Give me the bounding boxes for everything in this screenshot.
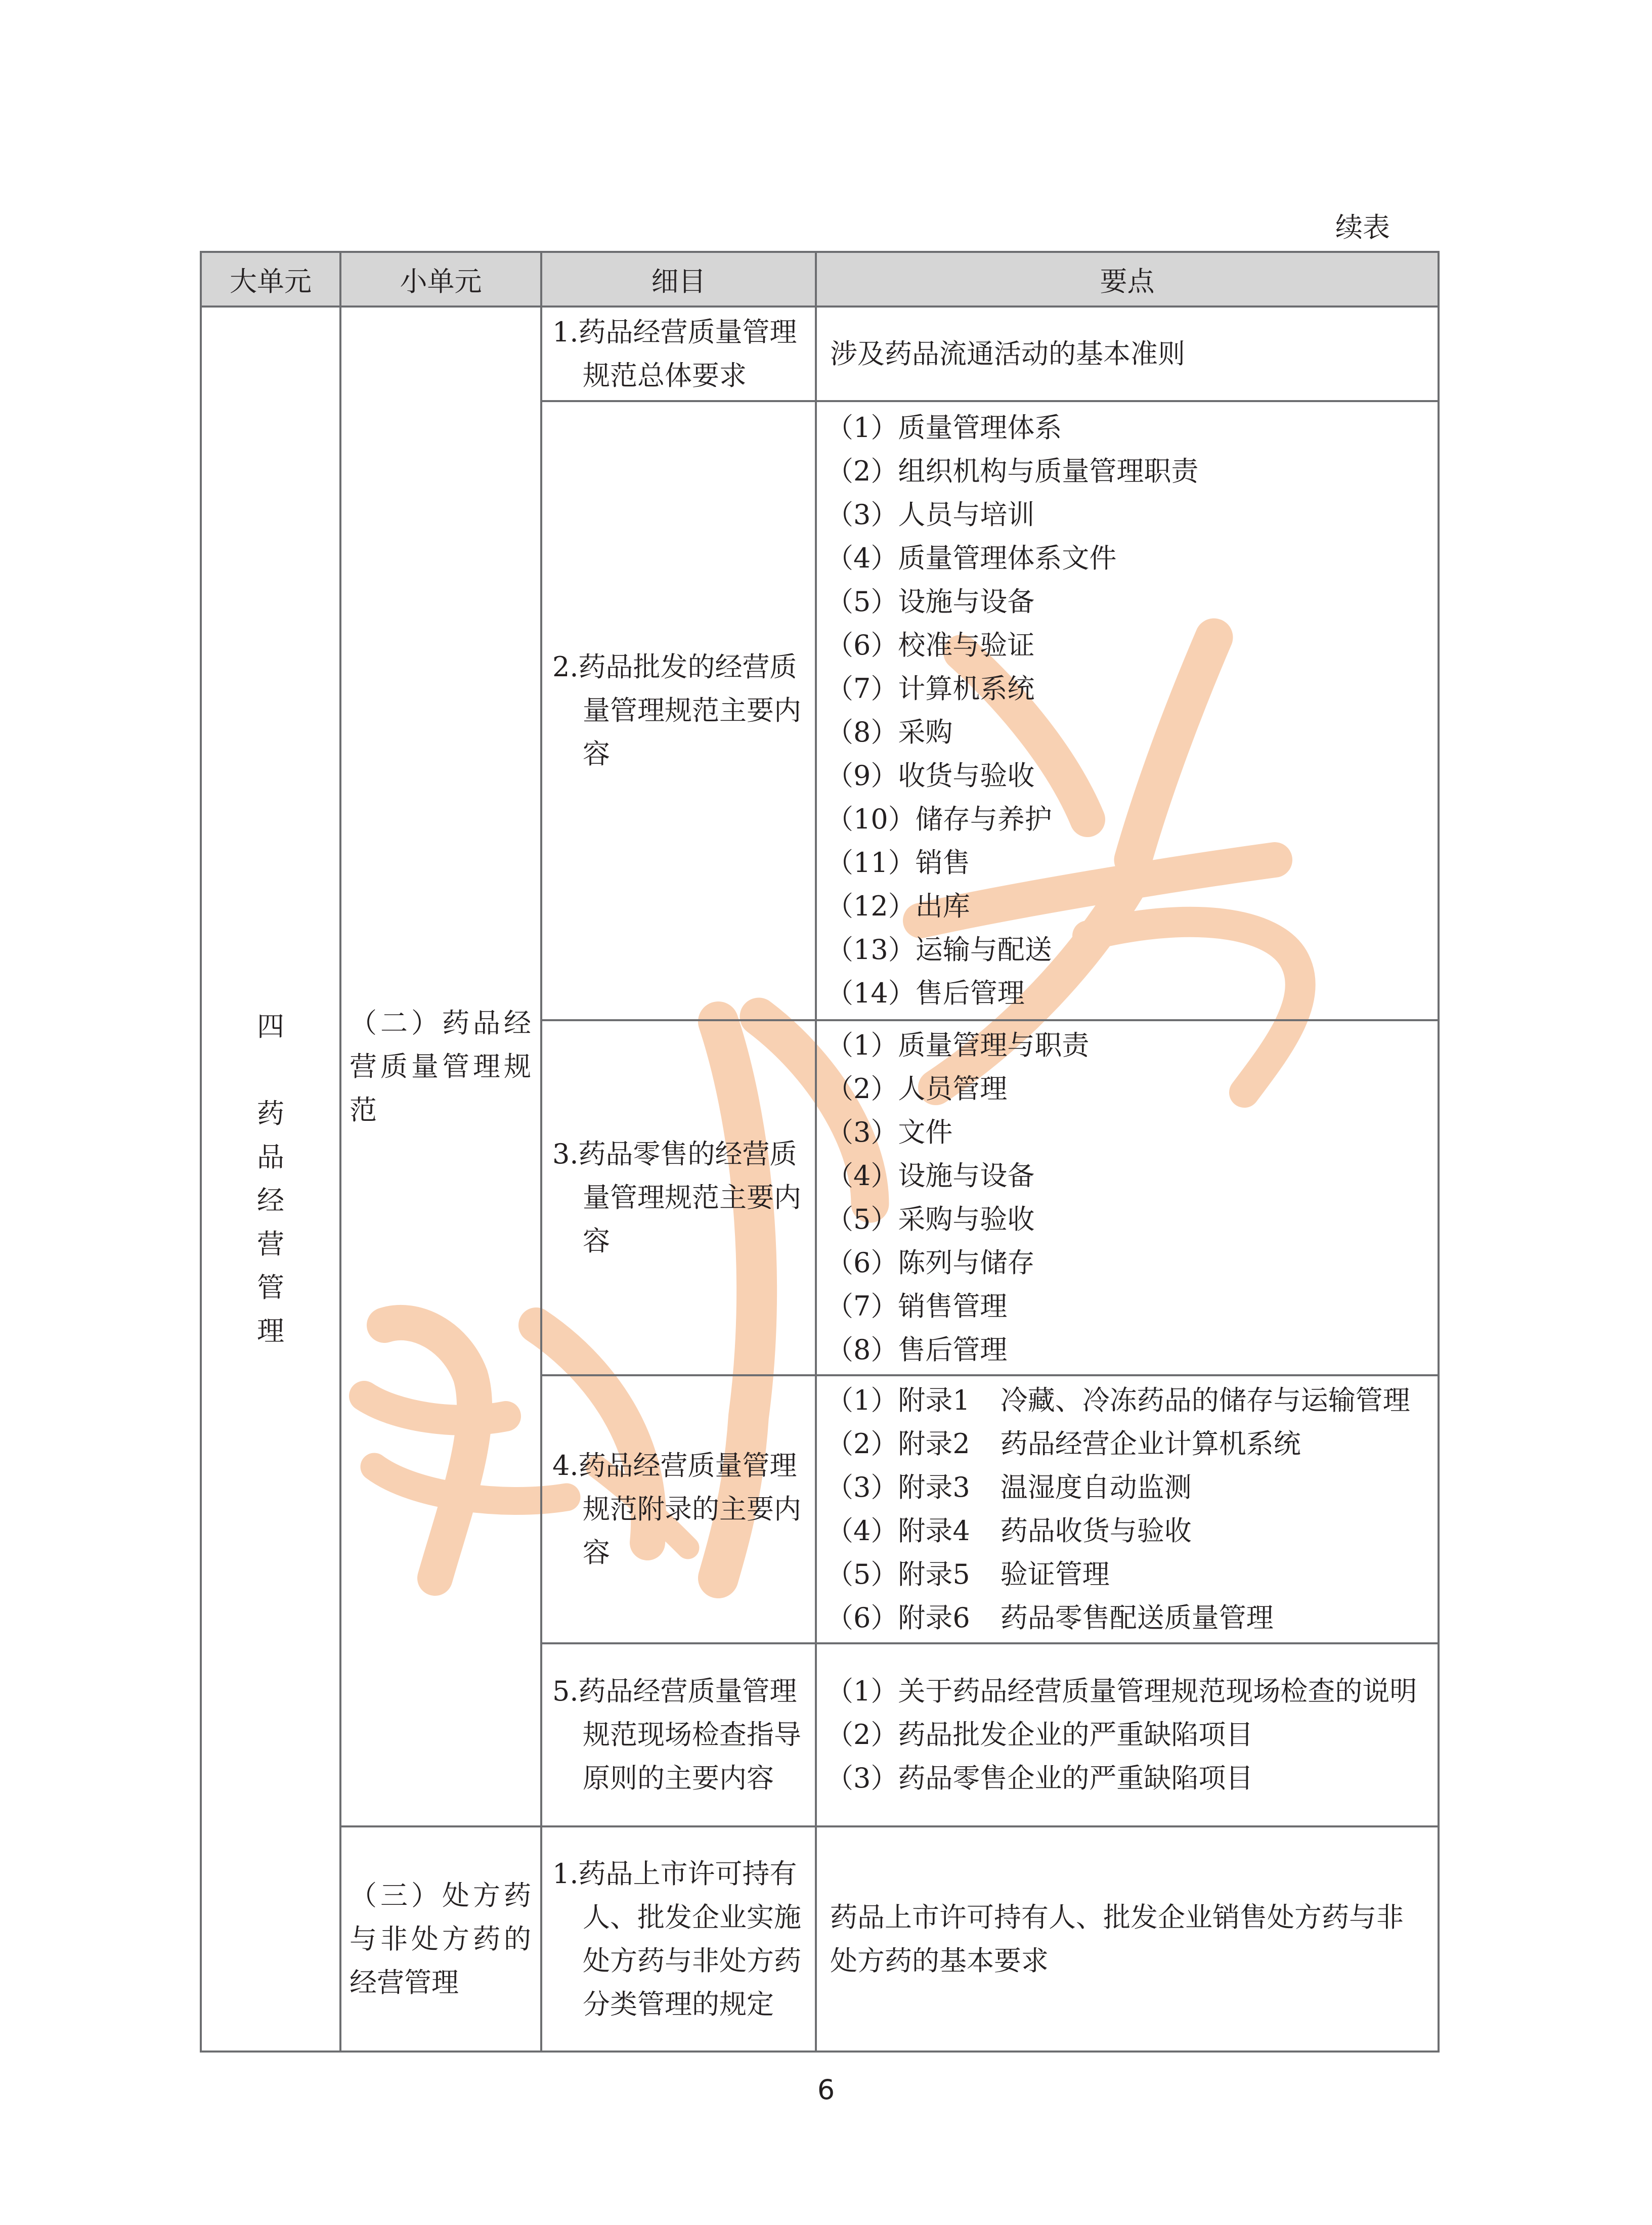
list-item: （1）质量管理体系 xyxy=(826,412,1062,444)
list-item: （2）人员管理 xyxy=(826,1073,1008,1105)
big-unit-cell xyxy=(201,307,340,2052)
big-unit-char: 药 xyxy=(257,1098,284,1129)
big-unit-char: 管 xyxy=(257,1272,284,1303)
table-row xyxy=(201,1826,1439,2052)
appendix-number: （3）附录3 xyxy=(826,1471,970,1503)
header-big-unit: 大单元 xyxy=(201,252,340,307)
points-cell xyxy=(816,1643,1439,1826)
list-item xyxy=(826,1509,1430,1553)
list-item: （5）采购与验收 xyxy=(826,1203,1035,1235)
list-item xyxy=(826,1466,1430,1509)
small-unit-cell xyxy=(340,1826,541,2052)
appendix-text: 药品收货与验收 xyxy=(1000,1515,1192,1547)
detail-label: 2.药品批发的经营质量管理规范主要内容 xyxy=(552,651,801,770)
header-points: 要点 xyxy=(816,252,1439,307)
appendix-number: （4）附录4 xyxy=(826,1515,970,1547)
appendix-number: （1）附录1 xyxy=(826,1384,970,1416)
small-unit-label: （三）处方药与非处方药的经营管理 xyxy=(350,1879,531,1998)
point-text: 药品上市许可持有人、批发企业销售处方药与非处方药的基本要求 xyxy=(830,1901,1404,1977)
small-unit-label: （二）药品经营质量管理规范 xyxy=(350,1007,531,1126)
list-item: （12）出库 xyxy=(826,890,970,922)
page-number: 6 xyxy=(817,2074,835,2106)
header-detail: 细目 xyxy=(541,252,816,307)
big-unit-char: 营 xyxy=(257,1228,284,1260)
list-item: （4）质量管理体系文件 xyxy=(826,542,1117,574)
detail-cell xyxy=(541,307,816,401)
detail-cell xyxy=(541,1020,816,1375)
detail-label: 5.药品经营质量管理规范现场检查指导原则的主要内容 xyxy=(552,1675,801,1794)
points-cell xyxy=(816,307,1439,401)
list-item xyxy=(826,1596,1430,1640)
continued-label: 续表 xyxy=(1335,211,1390,243)
detail-cell xyxy=(541,401,816,1020)
detail-label: 4.药品经营质量管理规范附录的主要内容 xyxy=(552,1450,801,1568)
list-item: （13）运输与配送 xyxy=(826,934,1052,966)
syllabus-table xyxy=(200,251,1440,2053)
appendix-text: 冷藏、冷冻药品的储存与运输管理 xyxy=(1000,1384,1410,1416)
list-item: （9）收货与验收 xyxy=(826,760,1035,792)
list-item: （8）售后管理 xyxy=(826,1334,1008,1366)
list-item: （5）设施与设备 xyxy=(826,586,1035,618)
detail-cell xyxy=(541,1826,816,2052)
list-item: （10）储存与养护 xyxy=(826,803,1052,835)
appendix-text: 药品零售配送质量管理 xyxy=(1000,1602,1274,1634)
list-item: （3）人员与培训 xyxy=(826,499,1035,531)
point-text: 涉及药品流通活动的基本准则 xyxy=(830,337,1185,370)
detail-label: 1.药品经营质量管理规范总体要求 xyxy=(552,316,797,391)
list-item: （1）质量管理与职责 xyxy=(826,1029,1090,1061)
list-item: （1）关于药品经营质量管理规范现场检查的说明 xyxy=(826,1675,1417,1707)
detail-label: 1.药品上市许可持有人、批发企业实施处方药与非处方药分类管理的规定 xyxy=(552,1857,801,2020)
list-item: （3）药品零售企业的严重缺陷项目 xyxy=(826,1762,1253,1794)
big-unit-char: 品 xyxy=(257,1141,284,1173)
list-item: （7）销售管理 xyxy=(826,1290,1008,1322)
list-item xyxy=(826,1553,1430,1596)
big-unit-text xyxy=(255,1005,286,1353)
list-item: （2）组织机构与质量管理职责 xyxy=(826,455,1199,487)
points-cell xyxy=(816,1020,1439,1375)
points-cell xyxy=(816,1375,1439,1643)
list-item: （6）陈列与储存 xyxy=(826,1247,1035,1279)
list-item xyxy=(826,1379,1430,1422)
list-item: （6）校准与验证 xyxy=(826,629,1035,661)
list-item: （8）采购 xyxy=(826,716,953,748)
detail-label: 3.药品零售的经营质量管理规范主要内容 xyxy=(552,1138,801,1257)
appendix-text: 温湿度自动监测 xyxy=(1000,1471,1192,1503)
detail-cell xyxy=(541,1643,816,1826)
detail-cell xyxy=(541,1375,816,1643)
appendix-text: 验证管理 xyxy=(1000,1558,1110,1590)
big-unit-char: 理 xyxy=(257,1315,284,1347)
header-row xyxy=(201,252,1439,307)
points-cell xyxy=(816,1826,1439,2052)
list-item: （4）设施与设备 xyxy=(826,1160,1035,1192)
appendix-text: 药品经营企业计算机系统 xyxy=(1000,1428,1301,1460)
appendix-number: （5）附录5 xyxy=(826,1558,970,1590)
list-item: （2）药品批发企业的严重缺陷项目 xyxy=(826,1719,1253,1751)
list-item: （11）销售 xyxy=(826,847,970,879)
table-row xyxy=(201,307,1439,401)
list-item: （3）文件 xyxy=(826,1116,953,1148)
appendix-number: （2）附录2 xyxy=(826,1428,970,1460)
list-item xyxy=(826,1422,1430,1466)
small-unit-cell xyxy=(340,307,541,1826)
list-item: （14）售后管理 xyxy=(826,977,1025,1009)
list-item: （7）计算机系统 xyxy=(826,673,1035,705)
appendix-number: （6）附录6 xyxy=(826,1602,970,1634)
big-unit-char: 经 xyxy=(257,1185,284,1216)
points-cell xyxy=(816,401,1439,1020)
big-unit-number: 四 xyxy=(257,1011,284,1042)
header-small-unit: 小单元 xyxy=(340,252,541,307)
